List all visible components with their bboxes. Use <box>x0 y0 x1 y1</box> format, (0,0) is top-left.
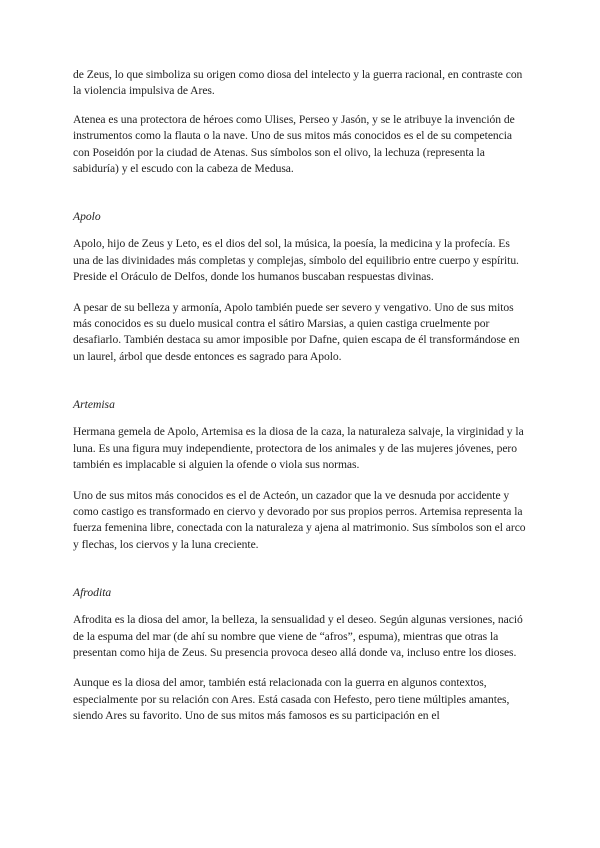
intro-paragraph-1: de Zeus, lo que simboliza su origen como diosa del intelecto y la guerra racional, en contraste con la violencia impulsiva de Ares. <box>73 68 523 98</box>
document-page <box>73 67 529 739</box>
section-heading-artemisa: Artemisa <box>73 398 115 412</box>
artemisa-paragraph-1: Hermana gemela de Apolo, Artemisa es la diosa de la caza, la naturaleza salvaje, la virginidad y la luna. Es una figura muy independiente, protectora de los animales y de las mujeres jóvenes, pero también es implacable si alguien la ofende o viola sus normas. <box>73 425 524 472</box>
artemisa-paragraph-2: Uno de sus mitos más conocidos es el de Acteón, un cazador que la ve desnuda por accidente y como castigo es transformado en ciervo y devorado por sus propios perros. Artemisa representa la fuerza femenina libre, conectada con la naturaleza y ajena al matrimonio. Sus símbolos son el arco y flechas, los ciervos y la luna creciente. <box>73 488 526 551</box>
intro-paragraph-2: Atenea es una protectora de héroes como Ulises, Perseo y Jasón, y se le atribuye la invención de instrumentos como la flauta o la nave. Uno de sus mitos más conocidos es el de su competencia con Poseidón por la ciudad de Atenas. Sus símbolos son el olivo, la lechuza (representa la sabiduría) y el escudo con la cabeza de Medusa. <box>73 112 515 176</box>
apolo-paragraph-1: Apolo, hijo de Zeus y Leto, es el dios del sol, la música, la poesía, la medicina y la profecía. Es una de las divinidades más completas y complejas, símbolo del equilibrio entre cuerpo y espíritu. Preside el Oráculo de Delfos, donde los humanos buscaban respuestas divinas. <box>73 237 519 284</box>
afrodita-paragraph-2: Aunque es la diosa del amor, también está relacionada con la guerra en algunos contextos, especialmente por su relación con Ares. Está casada con Hefesto, pero tiene múltiples amantes, siendo Ares su favorito. Uno de sus mitos más famosos es su participación en el <box>73 676 510 723</box>
section-heading-afrodita: Afrodita <box>73 586 112 600</box>
apolo-paragraph-2: A pesar de su belleza y armonía, Apolo también puede ser severo y vengativo. Uno de sus mitos más conocidos es su duelo musical contra el sátiro Marsias, a quien castiga cruelmente por desafiarlo. También destaca su amor imposible por Dafne, quien escapa de él transformándose en un laurel, árbol que desde entonces es sagrado para Apolo. <box>73 300 520 363</box>
section-heading-apolo: Apolo <box>73 210 101 224</box>
afrodita-paragraph-1: Afrodita es la diosa del amor, la belleza, la sensualidad y el deseo. Según algunas versiones, nació de la espuma del mar (de ahí su nombre que viene de “afros”, espuma), mientras que otras la presentan como hija de Zeus. Su presencia provoca deseo allá donde va, incluso entre los dioses. <box>73 613 523 659</box>
